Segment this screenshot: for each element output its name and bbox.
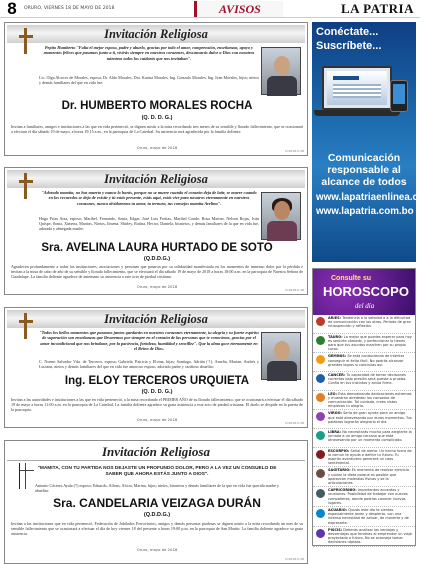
notice-code: D.2018-5-18 <box>285 421 304 425</box>
sign-name: ACUARIO: <box>328 508 348 513</box>
deceased-name: Ing. ELOY TERCEROS URQUIETA <box>64 375 250 387</box>
ad-url-primary[interactable]: www.lapatriaenlinea.com <box>316 192 433 203</box>
notice-body: Invitan a familiares, amigos e instituciones a las que en vida perteneció, se dignen asistir a la misa recordando tres meses de su sensible y llorado fallecimiento, que se ocasionará a efectuar el día sábado 19 de mayo, a horas 19:15 a.m., en la parroquia de La Catedral. Su asistencia será agradecida por la familia doliente. <box>11 124 303 134</box>
notice-banner: Invitación Religiosa <box>7 170 305 188</box>
notice-place: Oruro, mayo de 2018 <box>136 284 178 289</box>
sign-forecast: Sería de gran ayuda para un amigo que está atravesando por duros momentos. Tus palabras lograrán alegrarlo el día. <box>328 411 412 424</box>
horoscope-sign <box>313 372 415 391</box>
newspaper-name: LA PATRIA <box>341 0 414 16</box>
deceased-photo <box>261 192 301 240</box>
horoscope-sign <box>313 487 415 507</box>
page-number: 8 <box>7 0 17 18</box>
sign-forecast: Tendencia a la soledad o a la dificultad de comunicación con los otros. Período de gran introspección y reflexión. <box>328 316 412 329</box>
notice-body: Invitan a las instituciones que en vida perteneció, Federación de Jubilados Ferroviarios, amigos y demás personas piadosas se dignen asistir a la misa recordando un mes de su sensible fallecimiento que se ocasionará a efectuar el día de hoy viernes 18 del presente a horas 19:00 p.m. en la parroquia de San Martín. La familia doliente agradece su grata asistencia. <box>11 521 303 536</box>
section-title: AVISOS <box>194 1 283 17</box>
sign-name: VIRGO: <box>328 411 342 416</box>
deceased-photo <box>261 47 301 95</box>
zodiac-icon <box>316 489 325 498</box>
notice-card <box>4 440 308 564</box>
horoscope-sign <box>313 527 415 547</box>
notice-code: D.2018-5-18 <box>285 149 304 153</box>
deceased-photo <box>261 332 301 380</box>
notice-quote: "MAMITA, CON TU PARTIDA NOS DEJASTE UN PROFUNDO DOLOR, PERO A LA VEZ UN CONSUELO DE SABER QUE AHORA ESTÁS JUNTO A DIOS". <box>37 466 277 477</box>
laptop-base <box>314 110 400 116</box>
ad-url-secondary[interactable]: www.lapatria.com.bo <box>316 206 414 217</box>
zodiac-icon <box>316 412 325 421</box>
horoscope-sign <box>313 315 415 334</box>
sign-forecast: Señal de alerta. Un hecho fuera de lo común te ayuda a definir tu futuro. Tu espíritu aventurero generará un caos sentimental. <box>328 448 412 466</box>
notice-body: Invitan a las autoridades e instituciones a las que en vida perteneció, a la misa recordando el PRIMER AÑO de su llorado fallecimiento, que se ocasionará a efectuar el día sábado 19 de mayo a horas 11:00 a.m. en la parroquia de La Catedral. La familia doliente agradece su grata asistencia a este acto de piedad cristiana. El duelo se despide en la puerta de la parroquia. <box>11 397 303 412</box>
sign-name: CANCER: <box>328 373 346 377</box>
notice-banner: Invitación Religiosa <box>7 310 305 328</box>
notice-card <box>4 307 308 428</box>
zodiac-icon <box>316 374 325 383</box>
notice-family: Hugo Frías Aiza, esposo; Maribel, Fernando, Sonia, Edgar, José Luis Freitas, Maribel Conde, Rosa Marino, Nelson Rojas, Iván Quispe, Sonia, Ximena, Martins, Nietos, Jimena, Shirley, Rotina, Hector, Daniela, bisnietos, y demás familiares de la que en vida fue, adorada y abnegada madre: <box>39 216 259 231</box>
sign-forecast: Esta demostrando dedicaciones extremas y muestran alrededor los cansados de comunicación. Tal cuidado, crees vistos empiezan tu alegría. <box>328 391 412 409</box>
zodiac-icon <box>316 393 325 402</box>
sign-forecast: Quizás este día te sientas especialmente joven y despierto, con una intensa necesidad de actuar, de moverte y de expresarte. <box>328 508 409 525</box>
sign-name: SAGITARIO: <box>328 468 351 473</box>
horoscope-header <box>313 269 415 315</box>
horoscope-list <box>313 315 415 547</box>
deceased-name: Sra. CANDELARIA VEIZAGA DURÁN <box>53 496 261 510</box>
notice-quote: "Adorado mamita, no has muerto y nunca lo harás, porque no se muere cuando el corazón deja de latir, se muere cuando en los recuerdos se deja de existir y tú estás presente, estás aquí, estás vive para nosotros eternamente en nuestros corazones, nunca olvidaremos tu amor, tu ternura, tus consejos mamita Avelina". <box>41 190 257 206</box>
notice-card <box>4 167 308 295</box>
cross-icon <box>19 28 33 54</box>
horoscope-sign <box>313 353 415 372</box>
sign-name: CAPRICORNIO: <box>328 488 357 493</box>
sign-forecast: La mejor que puedes esperar para hoy es sentirte cómodo, y perfeccionar lo tienes para que tus asuntos marchen por su propio curso. <box>328 334 412 352</box>
sign-name: LEO: <box>328 391 337 396</box>
sign-text <box>328 468 412 485</box>
sign-text <box>328 392 412 409</box>
deceased-subtitle: (Q.D.D.G.) <box>143 512 171 518</box>
sign-name: GEMINIS: <box>328 354 347 359</box>
sign-name: LIBRA: <box>328 430 342 434</box>
deceased-name: Dr. HUMBERTO MORALES ROCHA <box>61 100 253 112</box>
horoscope-sign <box>313 391 415 411</box>
sign-text <box>328 528 412 545</box>
zodiac-icon <box>316 469 325 478</box>
zodiac-icon <box>316 431 325 440</box>
deceased-subtitle: (Q. D. D. G.) <box>141 115 173 121</box>
deceased-name: Sra. AVELINA LAURA HURTADO DE SOTO <box>41 242 273 254</box>
sign-forecast: Importantes acuerdos y reuniones. Posibilidad de trabajar con nuevos compañeros, donde podrías conocer nuevos lugares. <box>328 488 408 505</box>
horoscope-sign <box>313 448 415 468</box>
notice-family: Antonio Cáceres Ayala (†) esposo; Eduardo, Alfons, Alcira, Marina, hijos; nietos, bisnietos y demás familiares de la que en vida fue querida madre y abuelita: <box>35 483 279 493</box>
horoscope-kicker: Consulte su <box>331 275 372 282</box>
notice-place: Oruro, mayo de 2018 <box>136 417 178 422</box>
page-header <box>0 0 420 18</box>
sign-name: ARIES: <box>328 316 342 320</box>
sign-text <box>328 373 412 389</box>
horoscope-title: HOROSCOPO <box>323 284 409 299</box>
ad-headline-subscribe: Suscríbete... <box>316 40 382 52</box>
deceased-subtitle: (Q.D.D.G.) <box>143 256 171 262</box>
sign-text <box>328 316 412 332</box>
horoscope-subtitle: del día <box>355 302 375 310</box>
notice-banner: Invitación Religiosa <box>7 443 305 461</box>
horoscope-sign <box>313 467 415 487</box>
horoscope-sign <box>313 334 415 354</box>
zodiac-icon <box>316 509 325 518</box>
notice-body: Agradecen profundamente a todas las instituciones, asociaciones y personas que pasaron por su solidaridad manifestada en los momentos de inmenso dolor por la pérdida e invitan a la misa de cabo de año de su sensible y llorada fallecimiento, que se efectuará el día sábado 19 de mayo de 2018 a horas 18:00 a.m. en la parroquia de Nuestra Señora de Guadalupe. La familia doliente agradece de antemano su asistencia a este acto de piedad cristiana. <box>11 264 303 279</box>
sign-forecast: Es momento de realizar ejercicio y cuidar la dieta porque es posible que aparezcan molestias físicas y se la articulaciones. <box>328 468 410 486</box>
sign-name: ESCORPIO: <box>328 448 350 453</box>
sign-name: PISCIS: <box>328 527 343 532</box>
deceased-subtitle: (Q. D. D. G.) <box>141 389 173 395</box>
sign-forecast: No necesitarás mucho para alegrarte la jornada a un amigo cercano que está atravesando por un momento complicado. <box>328 430 412 443</box>
notice-quote: "Todos los bellos momentos que pasamos juntos quedarán en nuestros corazones eternamente, tu alegría y tu fuerte espíritu de superación son enseñanzas que llevaremos por siempre en el corazón de las personas que te conocimos, gracias por el amor incondicional que nos brindaste, por la paciencia, fortaleza, humildad y sencillez". Que la alma goce eternamente en el Reino de Dios. <box>39 330 259 351</box>
cross-icon <box>19 173 33 199</box>
notice-code: D.2018-5-18 <box>285 557 304 561</box>
sign-text <box>328 335 412 352</box>
notice-quote: Pepito Humberto "Falta el mejor esposo, padre y abuelo, gracias por todo el amor, comprensión, enseñanzas, apoyo y momentos felices que pasamos junto a ti, vivirás siempre en nuestros corazones, descansarás dulce a Dios con nosotros mientras todos los cuidarás que nos invitaban". <box>43 45 255 61</box>
sign-text <box>328 449 412 466</box>
zodiac-icon <box>316 355 325 364</box>
sign-text <box>328 430 412 446</box>
sign-text <box>328 411 412 427</box>
cross-outline-icon <box>19 463 35 489</box>
sign-text <box>328 488 412 505</box>
sign-text <box>328 508 412 525</box>
horoscope-sign <box>313 507 415 527</box>
horoscope-sign <box>313 410 415 429</box>
zodiac-icon <box>316 317 325 326</box>
laptop-icon <box>322 66 392 110</box>
notice-family: C. Noemi Salvador Vda. de Terceros, esposa; Gabriela, Patricia y Elvina, hijas; Santiago, Adrián (†), Amelia, Marian, Andrés y Luciana, nietos y demás familiares del que en vida fue amoroso esposo, adorado padre y cariñoso abuelito: <box>39 359 259 369</box>
notice-banner: Invitación Religiosa <box>7 25 305 43</box>
sign-name: TAURO: <box>328 334 343 339</box>
cross-icon <box>19 313 33 339</box>
zodiac-icon <box>316 336 325 345</box>
notice-place: Oruro, mayo de 2018 <box>136 145 178 150</box>
sign-text <box>328 354 412 370</box>
issue-date: ORURO, VIERNES 18 DE MAYO DE 2018 <box>24 6 115 11</box>
ad-slogan: Comunicación responsable al alcance de todos <box>321 152 407 188</box>
notice-card <box>4 22 308 156</box>
smartphone-icon <box>390 80 408 112</box>
zodiac-icon <box>316 529 325 538</box>
notice-family: Lic. Olga Alcocer de Morales, esposa; Dr. Aldo Morales, Dra. Karina Morales, Ing. Gonzalo Morales, Ing. Ivan Morales, hijos; nietos y demás familiares del que en vida fue: <box>39 75 259 85</box>
internet-ad <box>312 22 433 262</box>
sign-forecast: Se está conduciendo de intentar conseguir el éxito fácil. No podrás alcanzar grandes logros si continúas así. <box>328 354 405 367</box>
horoscope-box <box>312 268 416 546</box>
zodiac-icon <box>316 450 325 459</box>
horoscope-sign <box>313 429 415 448</box>
sign-forecast: Deberás analizar las ventajas y desventajas que tendrías al emprender un viaje proyectado a futuro. No se aconseja tomar decisiones rápidas. <box>328 527 412 545</box>
notice-place: Oruro, mayo de 2018 <box>136 547 178 552</box>
ad-headline-connect: Conéctate... <box>316 26 379 38</box>
sign-forecast: Tu capacidad de tomar decisiones correctas bajo presión será puesta a prueba. Confía en tus instintos y actúa firme. <box>328 373 407 386</box>
notice-code: D.2018-5-18 <box>285 288 304 292</box>
